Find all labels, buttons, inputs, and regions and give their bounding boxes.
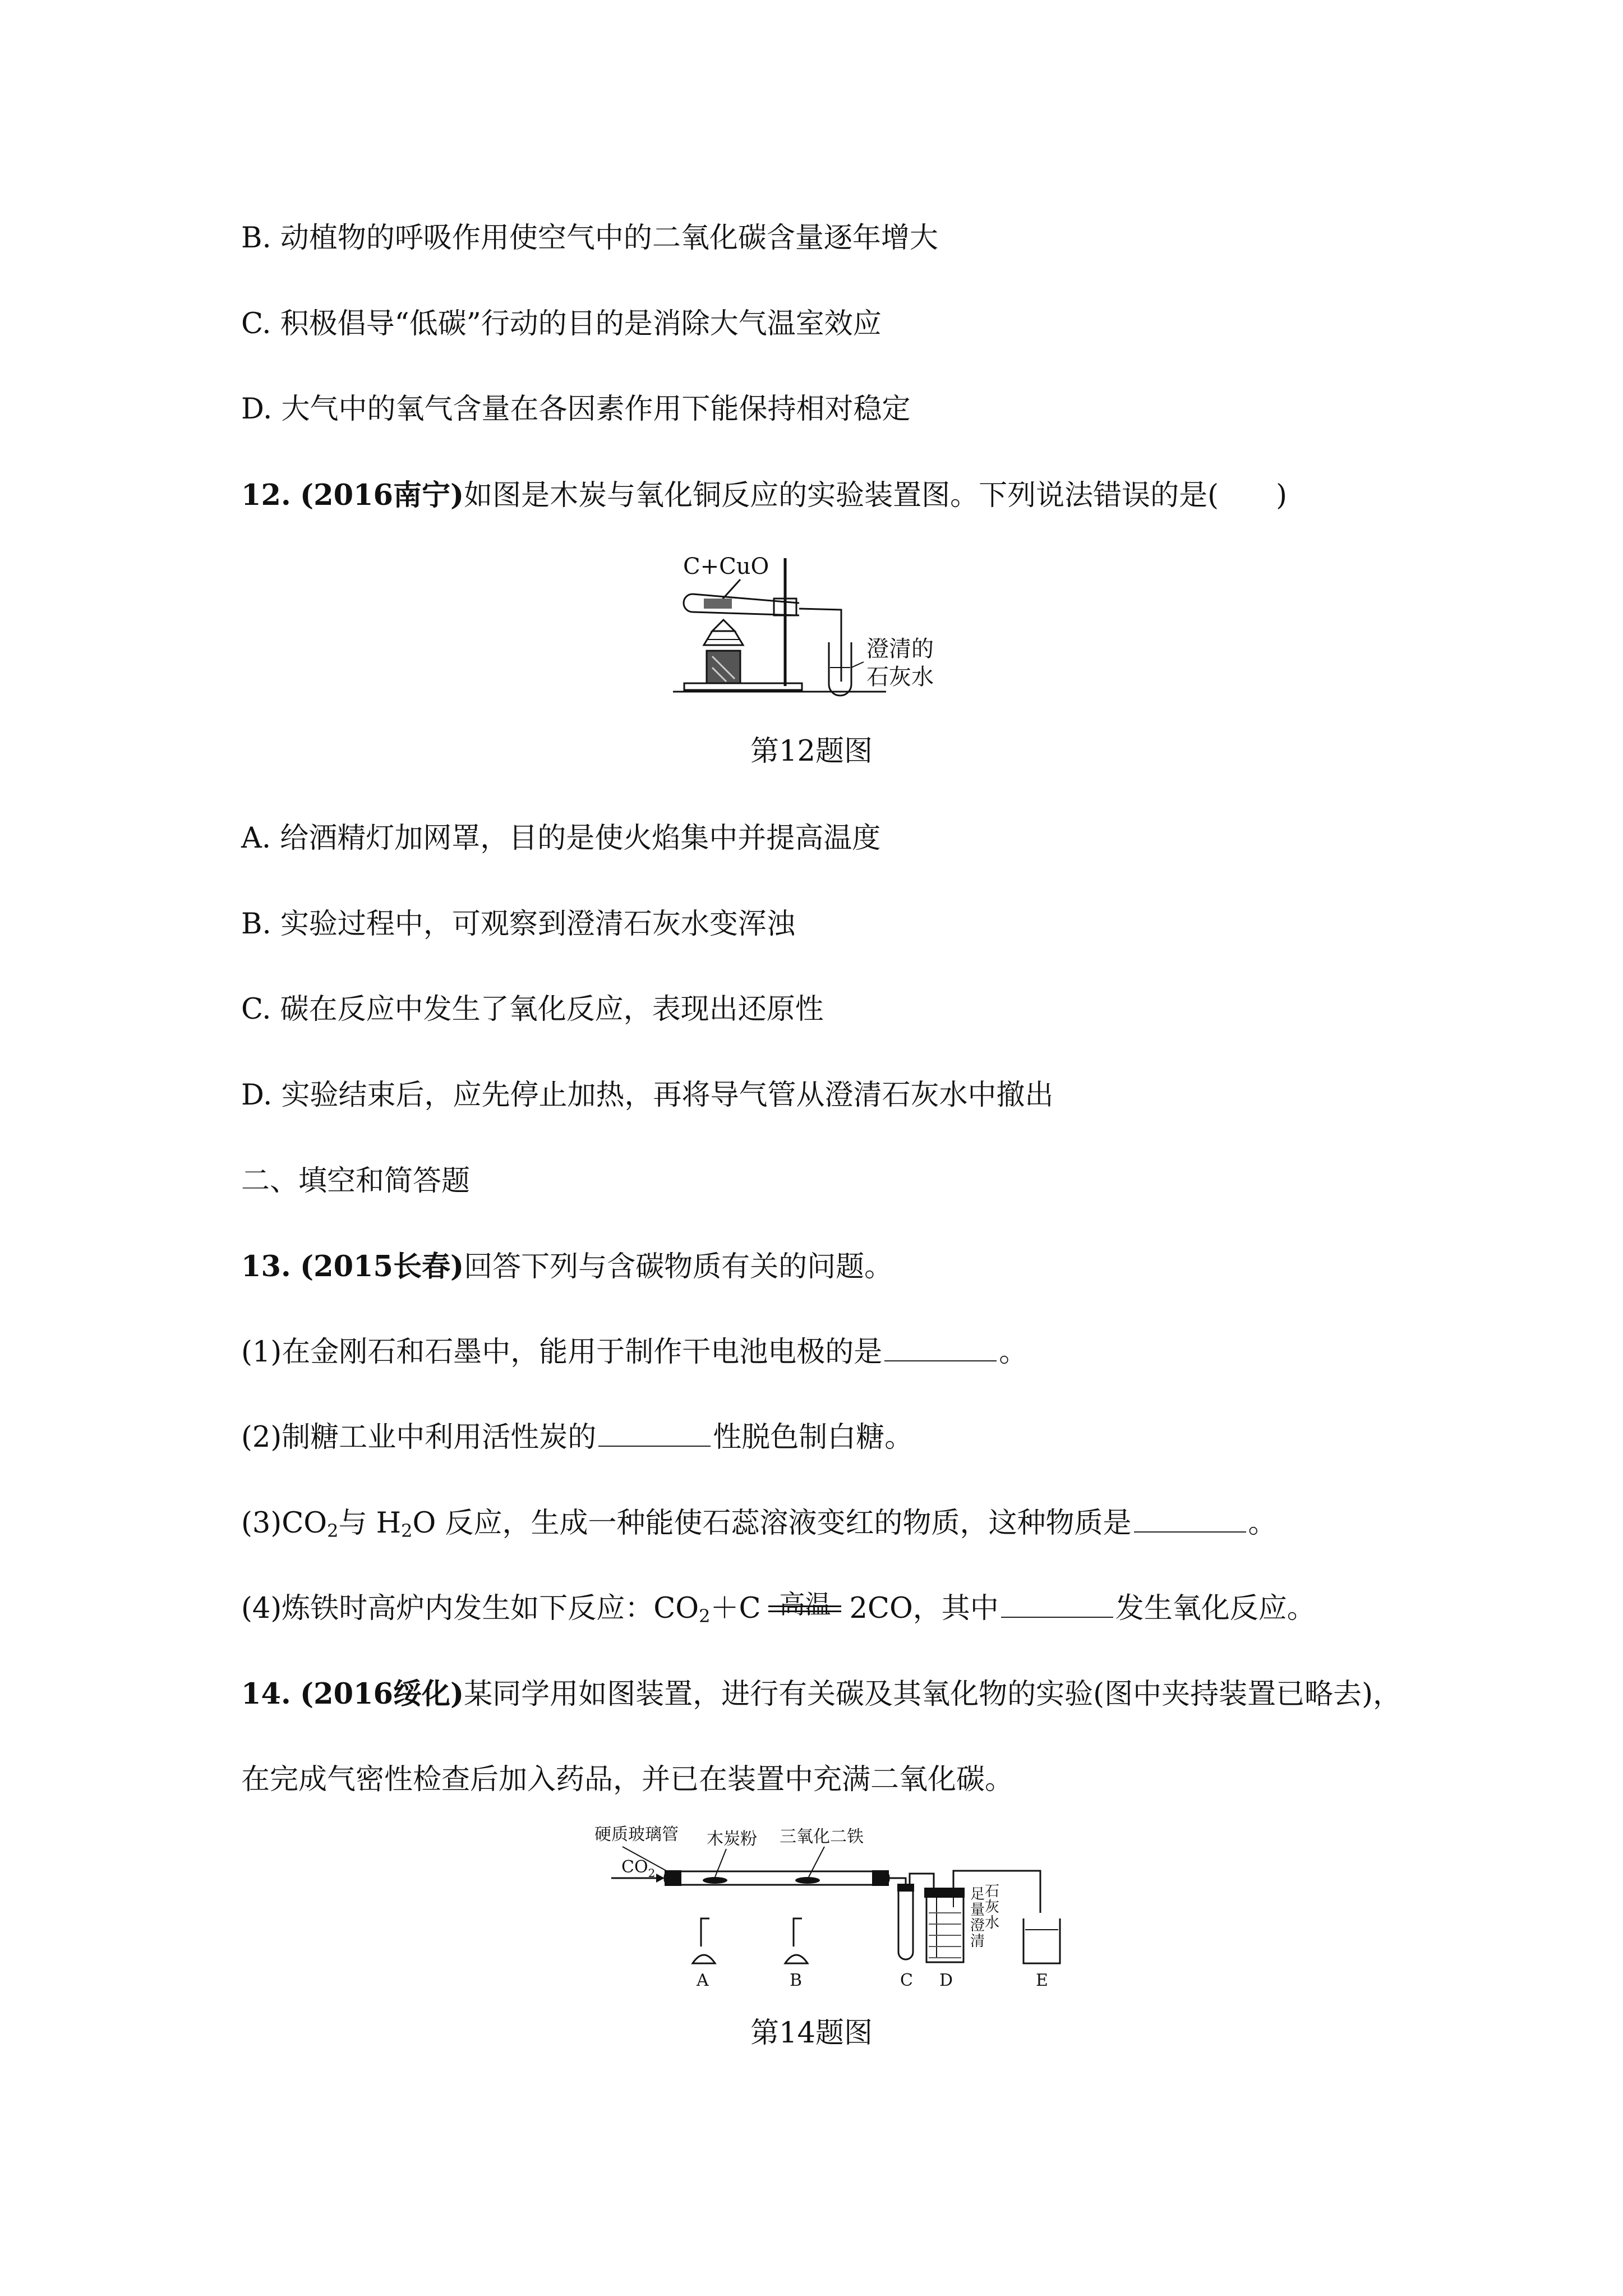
q12-number: 12. bbox=[241, 478, 291, 512]
q13-part-3-text-a: (3)CO bbox=[241, 1507, 328, 1540]
q12-caption: 第12题图 bbox=[750, 735, 873, 768]
q12-apparatus-figure bbox=[673, 547, 953, 704]
q13-part-3-end: 。 bbox=[1248, 1507, 1277, 1540]
svg-text:澄: 澄 bbox=[970, 1917, 985, 1934]
q13-part-4-end: 发生氧化反应。 bbox=[1115, 1592, 1316, 1625]
q14-stem-line-2: 在完成气密性检查后加入药品，并已在装置中充满二氧化碳。 bbox=[241, 1763, 1014, 1796]
q14-fe2o3-label: 三氧化二铁 bbox=[780, 1827, 864, 1847]
q14-limewater-labels bbox=[970, 1883, 999, 1950]
svg-text:A: A bbox=[697, 1971, 709, 1990]
svg-text:石: 石 bbox=[985, 1883, 1000, 1900]
q11-option-c: C. 积极倡导“低碳”行动的目的是消除大气温室效应 bbox=[241, 307, 882, 341]
q13-part-2 bbox=[241, 1421, 913, 1455]
q13-part-4-text-c: 2CO，其中 bbox=[849, 1592, 999, 1625]
q12-stem bbox=[241, 478, 1287, 513]
q14-number: 14. bbox=[241, 1677, 291, 1711]
section-title: 二、填空和简答题 bbox=[241, 1165, 471, 1198]
q12-option-d: D. 实验结束后，应先停止加热，再将导气管从澄清石灰水中撤出 bbox=[241, 1079, 1054, 1112]
q14-letters bbox=[696, 1971, 1048, 1990]
q12-reagent-label: C+CuO bbox=[683, 554, 769, 579]
test-tube bbox=[684, 594, 799, 615]
alcohol-lamp bbox=[704, 620, 743, 683]
q12-option-a: A. 给酒精灯加网罩，目的是使火焰集中并提高温度 bbox=[241, 822, 881, 855]
answer-blank[interactable] bbox=[1134, 1507, 1246, 1533]
svg-text:清: 清 bbox=[970, 1933, 985, 1950]
q13-part-4-text-a: (4)炼铁时高炉内发生如下反应：CO bbox=[241, 1592, 699, 1625]
svg-text:C: C bbox=[900, 1971, 913, 1990]
q13-part-1 bbox=[241, 1336, 1027, 1369]
q14-source: (2016绥化) bbox=[299, 1677, 464, 1711]
svg-text:量: 量 bbox=[970, 1902, 985, 1918]
q13-part-4-text-b: ＋C bbox=[710, 1592, 761, 1625]
svg-text:E: E bbox=[1036, 1971, 1048, 1990]
q12-source: (2016南宁) bbox=[299, 478, 464, 512]
q12-limewater-label-1: 澄清的 bbox=[866, 636, 934, 662]
q13-part-3 bbox=[241, 1507, 1277, 1548]
answer-blank[interactable] bbox=[1001, 1592, 1113, 1618]
svg-text:足: 足 bbox=[970, 1886, 985, 1903]
subscript: 2 bbox=[327, 1520, 339, 1542]
burner-a bbox=[693, 1918, 715, 1963]
q13-part-3-text-b: 与 H bbox=[338, 1507, 402, 1540]
q13-source: (2015长春) bbox=[299, 1250, 464, 1283]
q13-part-1-text: (1)在金刚石和石墨中，能用于制作干电池电极的是 bbox=[241, 1336, 883, 1369]
q12-text: 如图是木炭与氧化铜反应的实验装置图。下列说法错误的是( ) bbox=[464, 479, 1287, 512]
subscript: 2 bbox=[699, 1605, 711, 1627]
q13-part-2-text: (2)制糖工业中利用活性炭的 bbox=[241, 1421, 597, 1454]
q13-part-2-end: 性脱色制白糖。 bbox=[713, 1421, 914, 1454]
q14-caption: 第14题图 bbox=[750, 2017, 873, 2050]
q14-stem-line-1 bbox=[241, 1677, 1401, 1711]
q12-option-b: B. 实验过程中，可观察到澄清石灰水变浑浊 bbox=[241, 908, 795, 941]
q13-stem bbox=[241, 1250, 893, 1284]
svg-text:水: 水 bbox=[985, 1915, 1000, 1931]
q14-co2-label: $CO_2$ bbox=[621, 1857, 656, 1880]
subscript: 2 bbox=[401, 1520, 413, 1542]
svg-text:B: B bbox=[790, 1971, 803, 1990]
q11-option-b: B. 动植物的呼吸作用使空气中的二氧化碳含量逐年增大 bbox=[241, 222, 938, 255]
q11-option-d: D. 大气中的氧气含量在各因素作用下能保持相对稳定 bbox=[241, 393, 911, 426]
q13-part-3-text-c: O 反应，生成一种能使石蕊溶液变红的物质，这种物质是 bbox=[412, 1507, 1132, 1540]
answer-blank[interactable] bbox=[884, 1336, 997, 1361]
q12-limewater-label-2: 石灰水 bbox=[866, 664, 934, 690]
q13-part-4 bbox=[241, 1589, 1316, 1633]
q14-charcoal-label: 木炭粉 bbox=[707, 1829, 757, 1849]
q14-tube-label: 硬质玻璃管 bbox=[594, 1825, 679, 1844]
q14-text-1: 某同学用如图装置，进行有关碳及其氧化物的实验(图中夹持装置已略去)， bbox=[464, 1678, 1401, 1711]
beaker-e bbox=[1023, 1918, 1060, 1963]
q14-apparatus-figure bbox=[589, 1818, 1094, 1997]
svg-text:D: D bbox=[939, 1971, 953, 1990]
q13-text: 回答下列与含碳物质有关的问题。 bbox=[464, 1250, 893, 1283]
limewater-tube bbox=[829, 642, 851, 696]
test-tube-c bbox=[897, 1874, 934, 1959]
glass-tube bbox=[623, 1847, 889, 1886]
answer-blank[interactable] bbox=[598, 1421, 711, 1447]
svg-text:灰: 灰 bbox=[985, 1899, 1000, 1916]
condition-label: 高温 bbox=[779, 1589, 831, 1619]
burner-b bbox=[785, 1918, 808, 1963]
q12-option-c: C. 碳在反应中发生了氧化反应，表现出还原性 bbox=[241, 993, 824, 1026]
q13-number: 13. bbox=[241, 1250, 291, 1283]
q13-part-1-end: 。 bbox=[999, 1336, 1028, 1369]
